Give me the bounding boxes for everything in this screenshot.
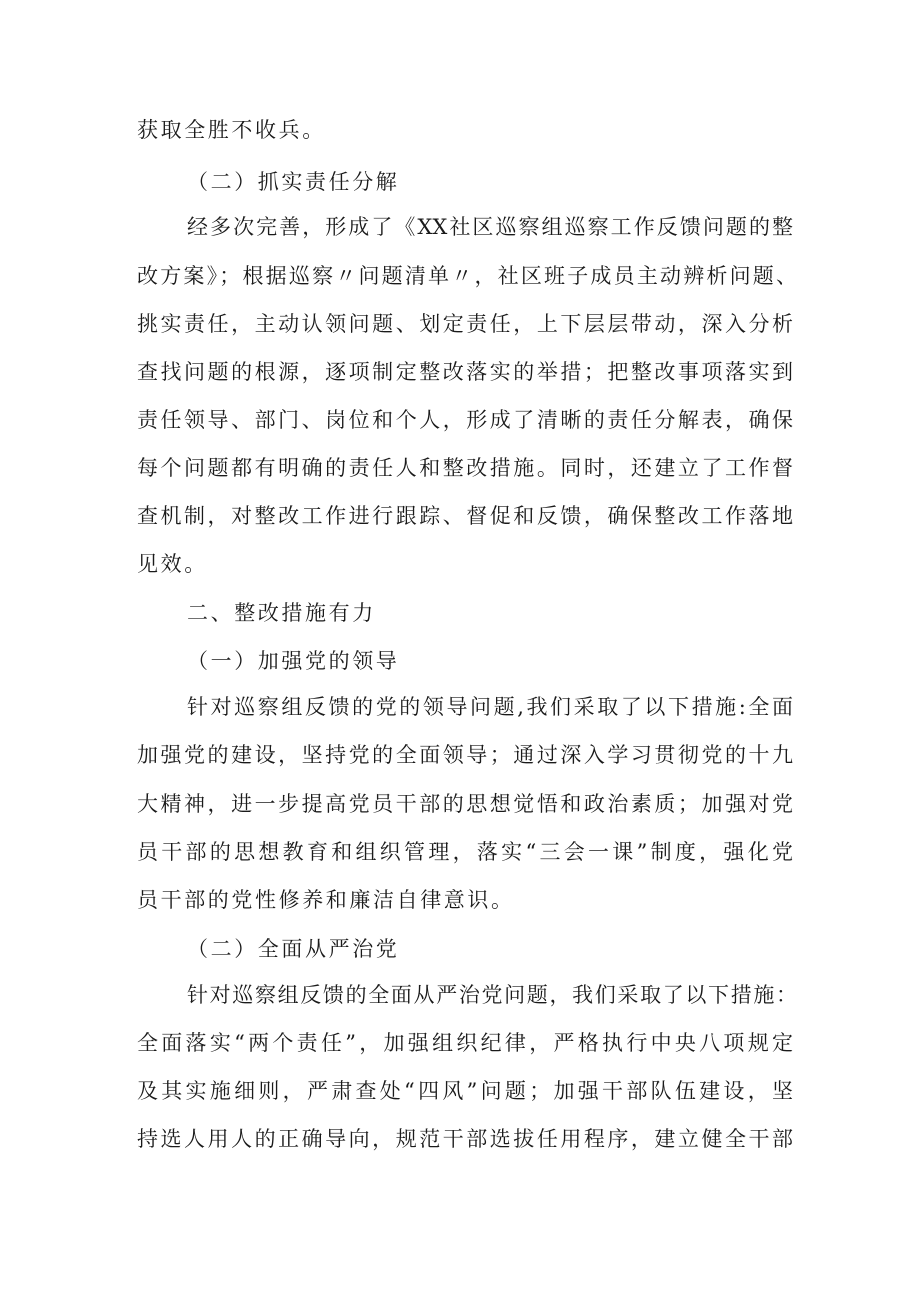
paragraph-line: 大精神，进一步提高党员干部的思想觉悟和政治素质；加强对党 (137, 792, 793, 816)
subsection-heading: （二）抓实责任分解 (187, 170, 400, 194)
paragraph-line: 挑实责任，主动认领问题、划定责任，上下层层带动，深入分析 (137, 312, 793, 336)
paragraph-line: 经多次完善，形成了《XX社区巡察组巡察工作反馈问题的整 (187, 215, 793, 239)
paragraph-line: 每个问题都有明确的责任人和整改措施。同时，还建立了工作督 (137, 456, 793, 480)
paragraph-line: 员干部的党性修养和廉洁自律意识。 (137, 888, 515, 912)
paragraph-line: 查找问题的根源，逐项制定整改落实的举措；把整改事项落实到 (137, 360, 793, 384)
paragraph-line: 针对巡察组反馈的全面从严治党问题，我们采取了以下措施： (187, 983, 797, 1007)
paragraph-line: 见效。 (137, 552, 208, 576)
section-heading: 二、整改措施有力 (187, 601, 376, 625)
paragraph-line: 全面落实“两个责任”，加强组织纪律，严格执行中央八项规定 (137, 1031, 793, 1055)
paragraph-line: 查机制，对整改工作进行跟踪、督促和反馈，确保整改工作落地 (137, 504, 793, 528)
paragraph-line: 员干部的思想教育和组织管理，落实“三会一课”制度，强化党 (137, 840, 793, 864)
paragraph-line: 针对巡察组反馈的党的领导问题,我们采取了以下措施:全面 (187, 695, 793, 719)
paragraph-line: 责任领导、部门、岗位和个人，形成了清晰的责任分解表，确保 (137, 408, 793, 432)
subsection-heading: （二）全面从严治党 (187, 937, 400, 961)
paragraph-line: 改方案》；根据巡察〃问题清单〃，社区班子成员主动辨析问题、 (137, 264, 797, 288)
paragraph-line: 获取全胜不收兵。 (137, 118, 326, 142)
subsection-heading: （一）加强党的领导 (187, 649, 400, 673)
paragraph-line: 及其实施细则，严肃查处“四风”问题；加强干部队伍建设，坚 (137, 1079, 793, 1103)
paragraph-line: 持选人用人的正确导向，规范干部选拔任用程序，建立健全干部 (137, 1127, 793, 1151)
paragraph-line: 加强党的建设，坚持党的全面领导；通过深入学习贯彻党的十九 (137, 743, 793, 767)
